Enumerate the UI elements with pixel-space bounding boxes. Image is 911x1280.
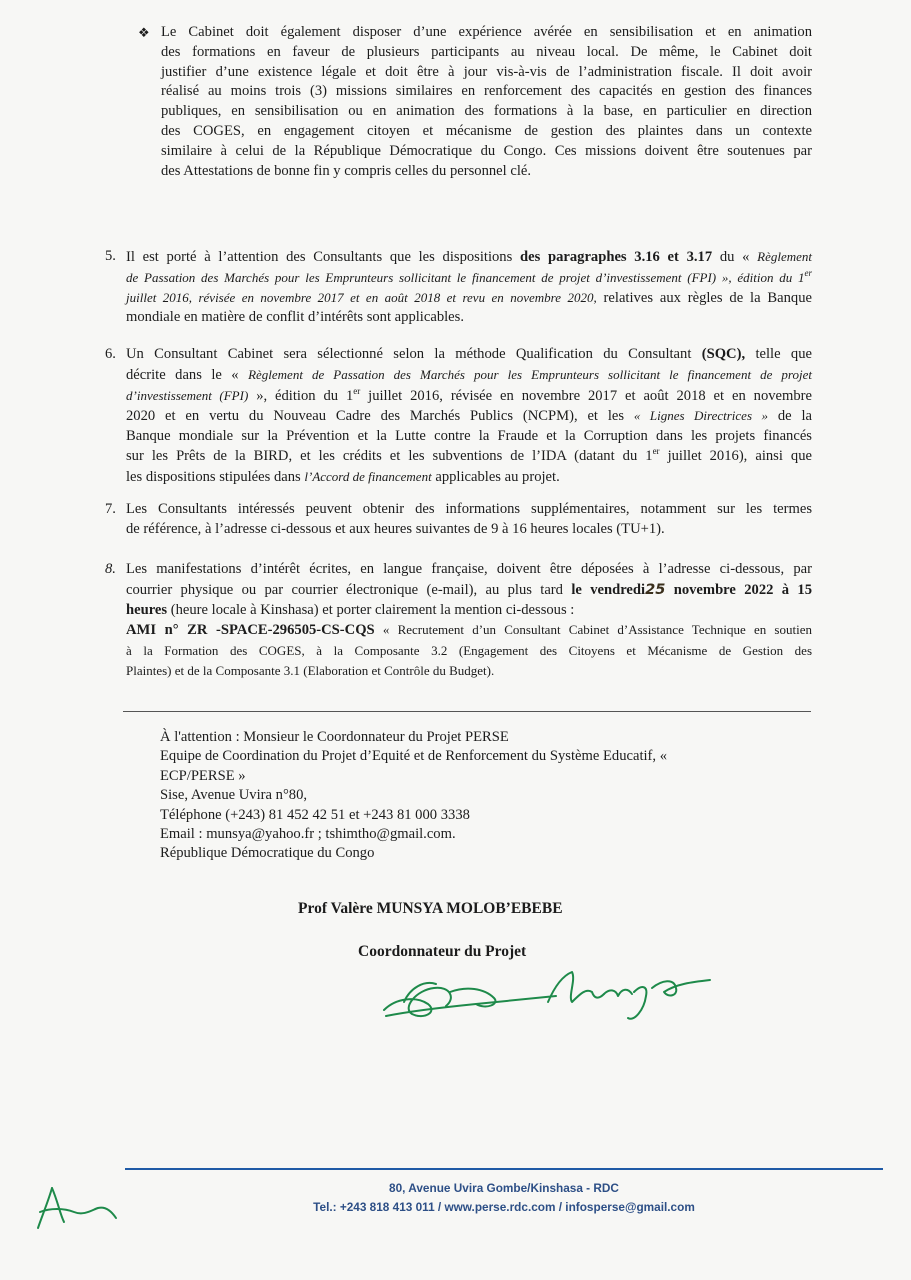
text-run: applicables au projet.: [431, 468, 560, 485]
text-run: », édition du 1: [248, 387, 354, 404]
superscript: er: [804, 267, 812, 278]
text-run: les dispositions stipulées dans: [126, 468, 305, 485]
address-line: Email : munsya@yahoo.fr ; tshimtho@gmail.com.: [160, 826, 456, 843]
text-run: juillet 2016, révisée en novembre 2017 et août 2018 et en novembre: [360, 387, 813, 404]
italic-text: de Passation des Marchés pour les Emprunteurs sollicitant le financement de projet d’investissement (FPI) », édition du 1: [126, 269, 805, 285]
text-line: Banque mondiale sur la Prévention et la Lutte contre la Fraude et la Corruption dans les projets financés: [126, 428, 812, 445]
italic-text: d’investissement (FPI): [126, 387, 249, 403]
paragraph-7: [126, 500, 812, 540]
text-run: Un Consultant Cabinet sera sélectionné selon la méthode Qualification du Consultant: [126, 346, 702, 362]
footer-contact: Tel.: +243 818 413 011 / www.perse.rdc.com / infosperse@gmail.com: [313, 1200, 695, 1214]
text-line: réalisé au moins trois (3) missions similaires en renforcement des capacités en gestion des finances: [161, 83, 812, 100]
address-block: [160, 728, 667, 864]
text-line: Plaintes) et de la Composante 3.1 (Elaboration et Contrôle du Budget).: [126, 662, 495, 678]
bullet-paragraph: [161, 23, 812, 181]
text-line: [126, 268, 812, 288]
italic-text: « Lignes Directrices »: [633, 408, 768, 424]
text-run: décrite dans le «: [126, 366, 249, 383]
text-run: Il est porté à l’attention des Consultants que les dispositions: [126, 249, 520, 265]
bullet-icon: ❖: [138, 25, 150, 40]
address-line: Téléphone (+243) 81 452 42 51 et +243 81 000 3338: [160, 806, 470, 823]
footer-address: 80, Avenue Uvira Gombe/Kinshasa - RDC: [389, 1181, 619, 1195]
paragraph-number: 6.: [105, 346, 116, 362]
paragraph-5: [126, 247, 812, 328]
text-line: Le Cabinet doit également disposer d’une expérience avérée en sensibilisation et en animation: [161, 24, 812, 40]
paragraph-6: [126, 345, 812, 488]
text-line: Les manifestations d’intérêt écrites, en langue française, doivent être déposées à l’adresse ci-dessous, par: [126, 561, 812, 577]
paragraph-8: [126, 560, 812, 681]
text-line: [126, 247, 812, 268]
signature-mark: [376, 958, 726, 1028]
text-line: [126, 406, 812, 427]
text-run: (heure locale à Kinshasa) et porter clairement la mention ci-dessous :: [167, 601, 575, 618]
text-run: juillet 2016), ainsi que: [659, 447, 812, 464]
signatory-name: Prof Valère MUNSYA MOLOB’EBEBE: [298, 900, 563, 917]
text-line: similaire à celui de la République Démocratique du Congo. Ces missions doivent être soutenues par: [161, 142, 812, 159]
italic-text: Règlement de Passation des Marchés pour les Emprunteurs sollicitant le financement de projet: [248, 366, 812, 382]
text-line: [126, 580, 812, 601]
italic-text: juillet 2016, révisée en novembre 2017 et en août 2018 et revu en novembre 2020,: [126, 289, 597, 305]
text-run: courrier physique ou par courrier électronique (e-mail), au plus tard: [126, 581, 572, 598]
text-line: [126, 447, 812, 467]
text-line: des COGES, en engagement citoyen et mécanisme de gestion des plaintes dans un contexte: [161, 122, 812, 139]
bold-text: (SQC),: [701, 346, 746, 362]
address-line: Equipe de Coordination du Projet d’Equité et de Renforcement du Système Educatif, «: [160, 748, 668, 765]
address-line: À l'attention : Monsieur le Coordonnateur du Projet PERSE: [160, 729, 509, 745]
text-line: de référence, à l’adresse ci-dessous et aux heures suivantes de 9 à 16 heures locales (TU+1).: [126, 520, 665, 537]
text-run: 2020 et en vertu du Nouveau Cadre des Marchés Publics (NCPM), et les: [126, 408, 634, 425]
bold-text: heures: [126, 601, 168, 618]
reference-code: AMI n° ZR -SPACE-296505-CS-CQS: [126, 622, 375, 639]
superscript: er: [652, 445, 660, 456]
text-line: Les Consultants intéressés peuvent obtenir des informations supplémentaires, notamment sur les termes: [126, 501, 812, 517]
address-line: Sise, Avenue Uvira n°80,: [160, 787, 308, 804]
paragraph-number: 7.: [105, 501, 116, 517]
text-line: des formations en faveur de plusieurs participants au niveau local. De même, le Cabinet doit: [161, 43, 812, 60]
text-line: mondiale en matière de conflit d’intérêts sont applicables.: [126, 309, 464, 326]
text-run: de la: [767, 408, 813, 425]
text-line: [126, 345, 812, 365]
footer-rule: [125, 1168, 883, 1170]
bold-text: novembre 2022 à 15: [665, 581, 812, 598]
text-line: [126, 386, 812, 407]
text-line: publiques, en sensibilisation ou en animation des formations à la base, en particulier en direction: [161, 103, 812, 120]
text-line: [126, 620, 812, 641]
text-line: des Attestations de bonne fin y compris celles du personnel clé.: [161, 162, 532, 179]
text-run: du «: [712, 249, 758, 265]
paragraph-number: 5.: [105, 248, 116, 264]
text-line: [126, 467, 812, 488]
text-run: sur les Prêts de la BIRD, et les crédits et les subventions de l’IDA (datant du 1: [126, 447, 653, 464]
separator-line: [123, 711, 811, 712]
text-run: « Recrutement d’un Consultant Cabinet d’Assistance Technique en soutien: [374, 622, 812, 638]
handwritten-date: 25: [645, 580, 666, 598]
text-line: à la Formation des COGES, à la Composante 3.2 (Engagement des Citoyens et Mécanisme de Gestion des: [126, 643, 812, 659]
bold-text: le vendredi: [571, 581, 646, 598]
paragraph-number: 8.: [105, 561, 116, 577]
text-line: [126, 365, 812, 386]
address-line: ECP/PERSE »: [160, 767, 246, 784]
initials-mark: [30, 1178, 120, 1238]
address-line: République Démocratique du Congo: [160, 845, 375, 862]
text-run: relatives aux règles de la Banque: [596, 289, 813, 306]
text-line: [126, 601, 812, 621]
text-line: justifier d’une existence légale et doit être à jour vis-à-vis de l’administration fiscale. Il doit avoir: [161, 63, 812, 80]
signatory-title: Coordonnateur du Projet: [358, 943, 527, 960]
italic-text: l’Accord de financement: [304, 468, 432, 484]
superscript: er: [353, 385, 361, 396]
bold-text: des paragraphes 3.16 et 3.17: [519, 249, 713, 265]
italic-text: Règlement: [757, 249, 812, 264]
text-line: [126, 288, 812, 309]
text-run: telle que: [745, 346, 812, 362]
